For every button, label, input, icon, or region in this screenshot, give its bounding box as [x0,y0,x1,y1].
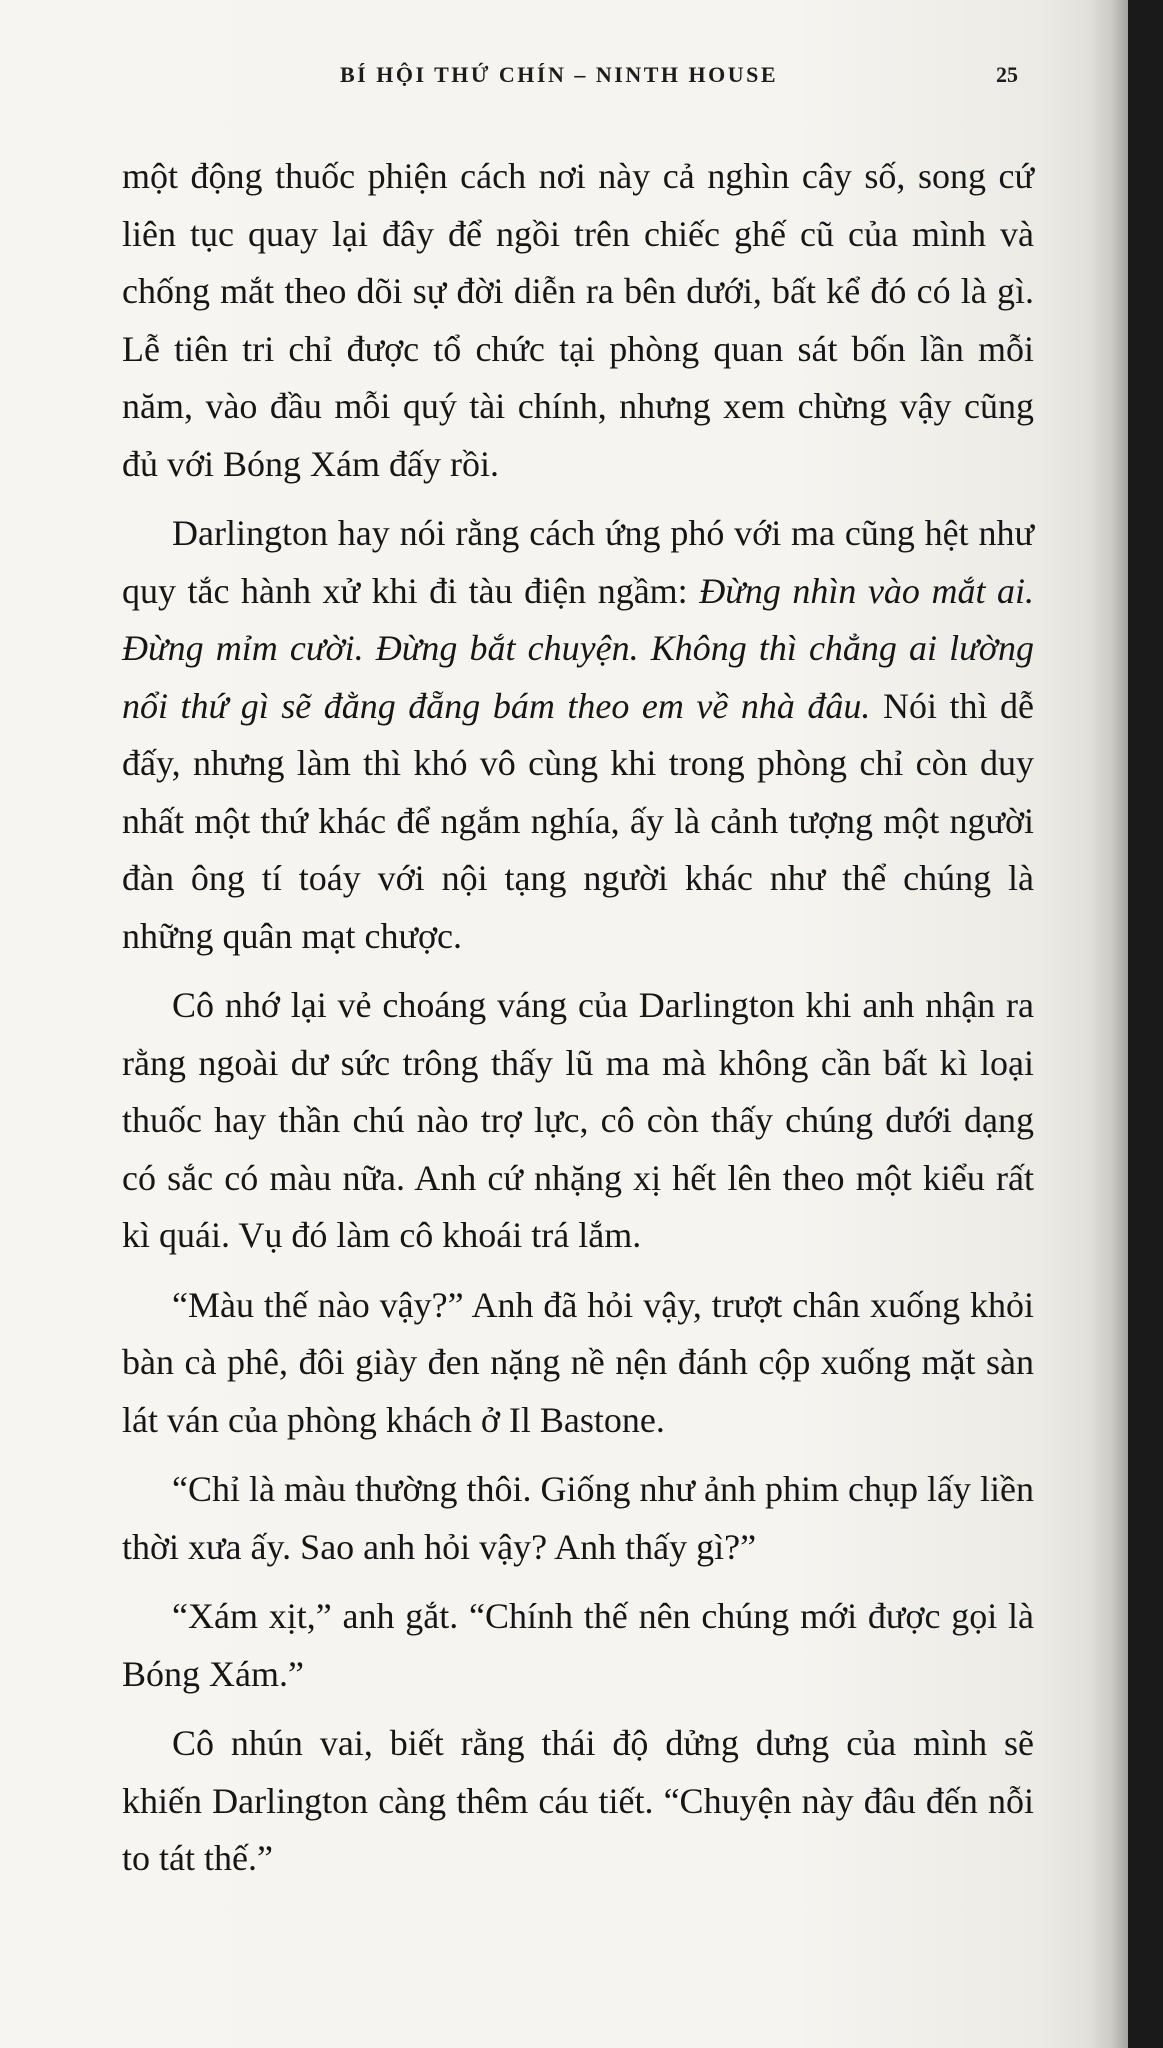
paragraph [122,505,1034,965]
running-head [0,62,1128,102]
text-segment: Cô nhún vai, biết rằng thái độ dửng dưng của mình sẽ khiến Darlington càng thêm cáu tiết. “Chuyện này đâu đến nỗi to tát thế.” [122,1723,1034,1878]
text-segment: một động thuốc phiện cách nơi này cả nghìn cây số, song cứ liên tục quay lại đây để ngồi trên chiếc ghế cũ của mình và chống mắt theo dõi sự đời diễn ra bên dưới, bất kể đó có là gì. Lễ tiên tri chỉ được tổ chức tại phòng quan sát bốn lần mỗi năm, vào đầu mỗi quý tài chính, nhưng xem chừng vậy cũng đủ với Bóng Xám đấy rồi. [122,156,1034,484]
paragraph [122,1461,1034,1576]
paragraph [122,1277,1034,1450]
running-title: BÍ HỘI THỨ CHÍN – NINTH HOUSE [340,62,779,87]
body-text [122,148,1034,1900]
text-segment: Nói thì dễ đấy, nhưng làm thì khó vô cùng khi trong phòng chỉ còn duy nhất một thứ khác để ngắm nghía, ấy là cảnh tượng một người đàn ông tí toáy với nội tạng người khác như thể chúng là những quân mạt chược. [122,685,1035,956]
text-segment: “Chỉ là màu thường thôi. Giống như ảnh phim chụp lấy liền thời xưa ấy. Sao anh hỏi vậy? Anh thấy gì?” [122,1469,1034,1567]
paragraph [122,148,1034,493]
paragraph [122,1588,1034,1703]
text-segment: “Màu thế nào vậy?” Anh đã hỏi vậy, trượt chân xuống khỏi bàn cà phê, đôi giày đen nặng nề nện đánh cộp xuống mặt sàn lát ván của phòng khách ở Il Bastone. [122,1284,1034,1440]
page-number: 25 [996,62,1018,87]
paragraph [122,1715,1034,1888]
paragraph [122,977,1034,1265]
text-segment: Cô nhớ lại vẻ choáng váng của Darlington khi anh nhận ra rằng ngoài dư sức trông thấy lũ ma mà không cần bất kì loại thuốc hay thần chú nào trợ lực, cô còn thấy chúng dưới dạng có sắc có màu nữa. Anh cứ nhặng xị hết lên theo một kiểu rất kì quái. Vụ đó làm cô khoái trá lắm. [122,985,1034,1255]
italic-text-segment: Đừng nhìn vào mắt ai. Đừng mỉm cười. Đừng bắt chuyện. Không thì chẳng ai lường nổi thứ gì sẽ đằng đẵng bám theo em về nhà đâu. [122,570,1034,726]
text-segment: “Xám xịt,” anh gắt. “Chính thế nên chúng mới được gọi là Bóng Xám.” [122,1596,1034,1694]
text-segment: Darlington hay nói rằng cách ứng phó với ma cũng hệt như quy tắc hành xử khi đi tàu điện ngầm: [122,513,1034,611]
page-edge-shadow [1088,0,1128,2048]
